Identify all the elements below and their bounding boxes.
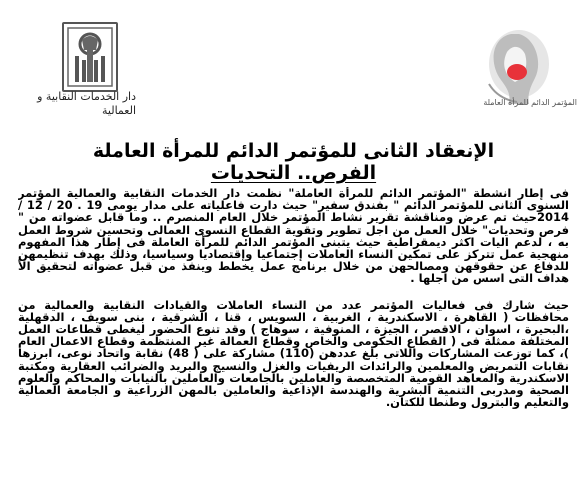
article-body — [18, 187, 569, 492]
conference-name: المؤتمر الدائم للمرأة العاملة — [483, 98, 577, 107]
title-line-1: الإنعقاد الثانى للمؤتمر الدائم للمرأة العاملة — [92, 140, 495, 162]
paragraph-1: فى إطار انشطة "المؤتمر الدائم للمرأة العاملة" نظمت دار الخدمات النقابية والعمالية المؤتمر السنوى الثانى للمؤتمر الدائم " بفندق سفير" حيث دارت فاعلياته على مدار يومى 19 . 20 / 12 / 2014حيث تم عرض ومناقشة تقرير نشاط المؤتمر خلال العام المنصرم .. وما قابل عضواته من " فرص وتحديات" خلال العمل من اجل تطوير وتقوية القطاع النسوى العمالى وتحسين شروط العمل به ، لدعم اليات اكثر ديمقراطية حيث يتبنى المؤتمر الدائم للمرأة العاملة فى إطار هذا المفهوم منهجية عمل تتركز على تمكين النساء العاملات إجتماعيا وإقتصاديا وسياسيا، وذلك بهدف تنظيمهن للدفاع عن حقوقهن ومصالحهن من خلال برنامج عمل يخطط وينفذ من قبل عضواته لتحقيق الأ هداف التى اسس من اجلها . — [18, 187, 569, 286]
fist-emblem-icon — [66, 26, 114, 88]
union-logo — [62, 22, 118, 92]
page-title — [60, 140, 527, 184]
union-name: دار الخدمات النقابية و العمالية — [37, 90, 136, 117]
paragraph-2: حيث شارك فى فعاليات المؤتمر عدد من النساء العاملات والقيادات النقابية والعمالية من محافظات ( القاهرة ، الاسكندرية ، الغربية ، السويس ، قنا ، الشرقية ، بنى سويف ، الدقهلية ،البحيرة ، اسوان ، الاقصر ، الجيزة ، المنوفية ، سوهاج ) وقد تنوع الحضور ليغطى قطاعات العمل المختلفة ممثلة فى ( القطاع الحكومى والخاص وقطاع العمالة غير المنتظمة وقطاع الاعمال العام )، كما توزعت المشاركات واللاتى بلغ عددهن (110) مشاركة على ( 48) نقابة واتحاد نوعى، ابرزها نقابات التمريض والمعلمين والرائدات الريفيات والغزل والنسيج والبريد والضرائب العقارية ومكتبة الاسكندرية والمعاهد القومية المتخصصة والعاملين بالجامعات والعاملين بالنيابات والمحاكم والعلوم الصحية ومدربى التنمية البشرية والهندسة الإذاعية والعاملين بالمهن الزراعية و الجامعة العمالية والتعليم والبترول وطنطا للكتان. — [18, 297, 569, 410]
title-line-2: الفرص.. التحديات — [210, 162, 377, 184]
